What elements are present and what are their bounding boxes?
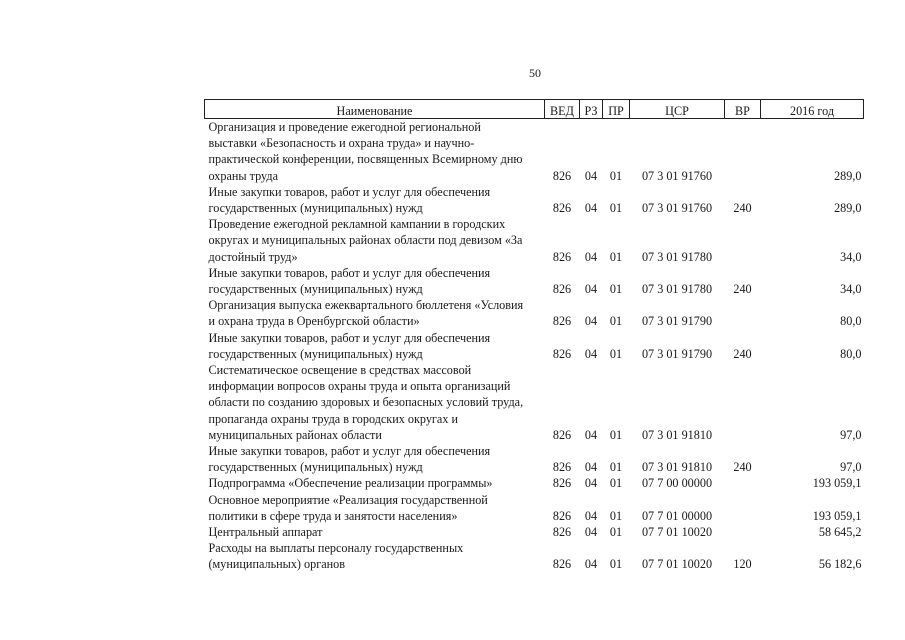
row-pr: 01 bbox=[609, 557, 623, 572]
row-csr: 07 7 00 00000 bbox=[641, 476, 713, 491]
row-pr: 01 bbox=[609, 168, 623, 183]
table-row bbox=[205, 524, 864, 540]
row-ved: 826 bbox=[552, 427, 572, 442]
row-name-line: государственных (муниципальных) нужд bbox=[208, 460, 423, 475]
row-vr bbox=[725, 524, 761, 540]
table-body bbox=[205, 119, 864, 573]
row-ved: 826 bbox=[552, 460, 572, 475]
row-vr bbox=[725, 475, 761, 491]
row-amount: 193 059,1 bbox=[812, 476, 862, 491]
row-rz: 04 bbox=[584, 525, 598, 540]
row-name-line: и охрана труда в Оренбургской области» bbox=[208, 314, 420, 329]
row-name-line: информации вопросов охраны труда и опыта организаций bbox=[208, 379, 511, 394]
table-row bbox=[205, 492, 864, 524]
table-row bbox=[205, 265, 864, 297]
row-rz: 04 bbox=[584, 249, 598, 264]
row-amount: 289,0 bbox=[834, 201, 862, 216]
row-rz: 04 bbox=[584, 557, 598, 572]
table-row bbox=[205, 297, 864, 329]
row-csr: 07 3 01 91790 bbox=[641, 346, 713, 361]
row-name bbox=[205, 524, 545, 540]
header-ved: ВЕД bbox=[545, 100, 580, 119]
row-ved: 826 bbox=[552, 525, 572, 540]
row-pr: 01 bbox=[609, 249, 623, 264]
row-csr: 07 3 01 91790 bbox=[641, 314, 713, 329]
row-ved: 826 bbox=[552, 314, 572, 329]
row-vr bbox=[725, 216, 761, 265]
row-name-line: Основное мероприятие «Реализация государственной bbox=[208, 492, 488, 507]
row-name-line: Проведение ежегодной рекламной кампании в городских bbox=[208, 217, 506, 232]
row-csr: 07 3 01 91810 bbox=[641, 427, 713, 442]
row-name-line: практической конференции, посвященных Всемирному дню bbox=[208, 152, 523, 167]
row-ved: 826 bbox=[552, 508, 572, 523]
header-year: 2016 год bbox=[761, 100, 864, 119]
header-csr: ЦСР bbox=[630, 100, 725, 119]
row-csr: 07 7 01 00000 bbox=[641, 508, 713, 523]
row-csr: 07 3 01 91780 bbox=[641, 249, 713, 264]
row-name-line: (муниципальных) органов bbox=[208, 557, 346, 572]
row-rz: 04 bbox=[584, 314, 598, 329]
row-csr: 07 7 01 10020 bbox=[641, 525, 713, 540]
row-amount: 80,0 bbox=[840, 346, 862, 361]
table-header-row bbox=[205, 100, 864, 119]
row-amount: 34,0 bbox=[840, 249, 862, 264]
row-amount: 97,0 bbox=[840, 460, 862, 475]
row-rz: 04 bbox=[584, 476, 598, 491]
row-name-line: Иные закупки товаров, работ и услуг для обеспечения bbox=[208, 184, 491, 199]
row-vr: 240 bbox=[733, 346, 752, 361]
row-name-line: государственных (муниципальных) нужд bbox=[208, 282, 423, 297]
row-rz: 04 bbox=[584, 282, 598, 297]
row-name-line: достойный труд» bbox=[208, 249, 298, 264]
row-pr: 01 bbox=[609, 314, 623, 329]
row-ved: 826 bbox=[552, 282, 572, 297]
row-name-line: пропаганда охраны труда в городских округах и bbox=[208, 411, 458, 426]
table-row bbox=[205, 475, 864, 491]
row-vr: 240 bbox=[733, 282, 752, 297]
table-row bbox=[205, 184, 864, 216]
header-vr: ВР bbox=[725, 100, 761, 119]
row-pr: 01 bbox=[609, 476, 623, 491]
row-pr: 01 bbox=[609, 282, 623, 297]
row-name bbox=[205, 475, 545, 491]
page-number: 50 bbox=[529, 66, 541, 80]
row-ved: 826 bbox=[552, 201, 572, 216]
row-amount: 193 059,1 bbox=[812, 508, 862, 523]
row-name bbox=[205, 362, 545, 443]
row-name bbox=[205, 119, 545, 184]
row-name-line: области по созданию здоровых и безопасных условий труда, bbox=[208, 395, 524, 410]
row-rz: 04 bbox=[584, 460, 598, 475]
table-row bbox=[205, 216, 864, 265]
row-name-line: Организация и проведение ежегодной региональной bbox=[208, 120, 481, 134]
row-name-line: Центральный аппарат bbox=[208, 525, 323, 540]
row-name-line: муниципальных районах области bbox=[208, 427, 382, 442]
row-amount: 289,0 bbox=[834, 168, 862, 183]
row-name bbox=[205, 184, 545, 216]
row-name-line: Иные закупки товаров, работ и услуг для обеспечения bbox=[208, 330, 491, 345]
row-name bbox=[205, 216, 545, 265]
header-name: Наименование bbox=[205, 100, 545, 119]
budget-table bbox=[204, 99, 864, 573]
row-vr: 240 bbox=[733, 201, 752, 216]
row-name-line: государственных (муниципальных) нужд bbox=[208, 346, 423, 361]
row-pr: 01 bbox=[609, 201, 623, 216]
row-ved: 826 bbox=[552, 168, 572, 183]
row-name-line: Расходы на выплаты персоналу государственных bbox=[208, 541, 464, 556]
row-name-line: Иные закупки товаров, работ и услуг для обеспечения bbox=[208, 265, 491, 280]
row-vr: 120 bbox=[733, 557, 752, 572]
row-name bbox=[205, 540, 545, 572]
row-name-line: Иные закупки товаров, работ и услуг для обеспечения bbox=[208, 444, 491, 459]
row-name-line: Подпрограмма «Обеспечение реализации программы» bbox=[208, 476, 493, 491]
row-ved: 826 bbox=[552, 476, 572, 491]
row-vr: 240 bbox=[733, 460, 752, 475]
row-name bbox=[205, 443, 545, 475]
header-pr: ПР bbox=[603, 100, 630, 119]
row-pr: 01 bbox=[609, 460, 623, 475]
row-rz: 04 bbox=[584, 168, 598, 183]
row-csr: 07 3 01 91810 bbox=[641, 460, 713, 475]
row-pr: 01 bbox=[609, 427, 623, 442]
row-name-line: выставки «Безопасность и охрана труда» и научно- bbox=[208, 136, 475, 151]
row-amount: 80,0 bbox=[840, 314, 862, 329]
row-csr: 07 7 01 10020 bbox=[641, 557, 713, 572]
row-vr bbox=[725, 362, 761, 443]
row-vr bbox=[725, 119, 761, 184]
row-amount: 34,0 bbox=[840, 282, 862, 297]
table-row bbox=[205, 443, 864, 475]
row-vr bbox=[725, 297, 761, 329]
row-name-line: округах и муниципальных районах области под девизом «За bbox=[208, 233, 523, 248]
row-pr: 01 bbox=[609, 508, 623, 523]
row-name-line: охраны труда bbox=[208, 168, 278, 183]
row-pr: 01 bbox=[609, 346, 623, 361]
row-rz: 04 bbox=[584, 508, 598, 523]
row-name-line: политики в сфере труда и занятости населения» bbox=[208, 508, 458, 523]
row-name-line: Систематическое освещение в средствах массовой bbox=[208, 363, 472, 378]
row-ved: 826 bbox=[552, 346, 572, 361]
row-rz: 04 bbox=[584, 201, 598, 216]
row-name bbox=[205, 265, 545, 297]
row-ved: 826 bbox=[552, 249, 572, 264]
row-amount: 97,0 bbox=[840, 427, 862, 442]
row-name bbox=[205, 330, 545, 362]
row-amount: 58 645,2 bbox=[818, 525, 862, 540]
row-rz: 04 bbox=[584, 346, 598, 361]
table-row bbox=[205, 362, 864, 443]
row-name bbox=[205, 297, 545, 329]
table-row bbox=[205, 330, 864, 362]
row-name-line: государственных (муниципальных) нужд bbox=[208, 201, 423, 216]
table-row bbox=[205, 119, 864, 184]
row-csr: 07 3 01 91760 bbox=[641, 201, 713, 216]
table-row bbox=[205, 540, 864, 572]
row-amount: 56 182,6 bbox=[818, 557, 862, 572]
row-name bbox=[205, 492, 545, 524]
row-csr: 07 3 01 91760 bbox=[641, 168, 713, 183]
row-vr bbox=[725, 492, 761, 524]
row-ved: 826 bbox=[552, 557, 572, 572]
row-name-line: Организация выпуска ежеквартального бюллетеня «Условия bbox=[208, 298, 524, 313]
row-rz: 04 bbox=[584, 427, 598, 442]
header-rz: РЗ bbox=[580, 100, 603, 119]
row-csr: 07 3 01 91780 bbox=[641, 282, 713, 297]
row-pr: 01 bbox=[609, 525, 623, 540]
